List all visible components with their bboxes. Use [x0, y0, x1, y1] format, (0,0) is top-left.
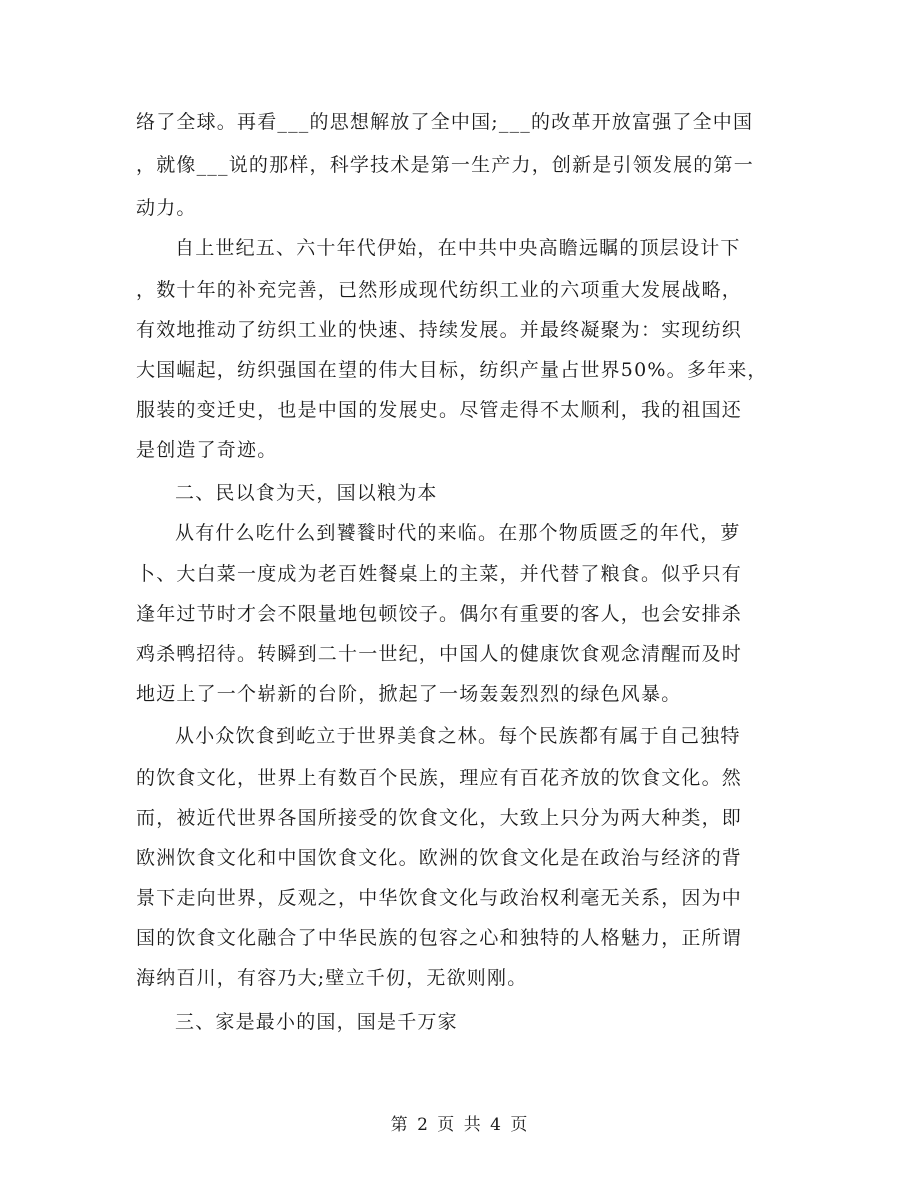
paragraph-line: 是创造了奇迹。 [136, 439, 278, 461]
paragraph-line: 大国崛起，纺织强国在望的伟大目标，纺织产量占世界50%。多年来， [136, 359, 768, 381]
paragraph-line: 有效地推动了纺织工业的快速、持续发展。并最终凝聚为：实现纺织 [136, 319, 743, 341]
section-heading: 二、民以食为天，国以粮为本 [175, 482, 438, 504]
paragraph-line: 络了全球。再看___的思想解放了全中国;___的改革开放富强了全中国 [136, 111, 754, 133]
section-heading: 三、家是最小的国，国是千万家 [175, 1011, 458, 1033]
paragraph-line: 的饮食文化，世界上有数百个民族，理应有百花齐放的饮食文化。然 [136, 767, 743, 789]
paragraph-line: 地迈上了一个崭新的台阶，掀起了一场轰轰烈烈的绿色风暴。 [136, 683, 682, 705]
paragraph-line: ，数十年的补充完善，已然形成现代纺织工业的六项重大发展战略， [136, 279, 743, 301]
paragraph-line: 欧洲饮食文化和中国饮食文化。欧洲的饮食文化是在政治与经济的背 [136, 847, 743, 869]
paragraph-line: 国的饮食文化融合了中华民族的包容之心和独特的人格魅力，正所谓 [136, 927, 743, 949]
paragraph-line: 逢年过节时才会不限量地包顿饺子。偶尔有重要的客人，也会安排杀 [136, 603, 743, 625]
paragraph-line: ，就像___说的那样，科学技术是第一生产力，创新是引领发展的第一 [136, 154, 754, 176]
paragraph-line: 服装的变迁史，也是中国的发展史。尽管走得不太顺利，我的祖国还 [136, 399, 743, 421]
paragraph-line: 从小众饮食到屹立于世界美食之林。每个民族都有属于自己独特 [175, 725, 741, 747]
paragraph-line: 从有什么吃什么到饕餮时代的来临。在那个物质匮乏的年代，萝 [175, 522, 741, 544]
page-number-footer: 第 2 页 共 4 页 [390, 1115, 530, 1135]
paragraph-line: 海纳百川，有容乃大;壁立千仞，无欲则刚。 [136, 967, 528, 989]
paragraph-line: 卜、大白菜一度成为老百姓餐桌上的主菜，并代替了粮食。似乎只有 [136, 563, 743, 585]
paragraph-line: 景下走向世界，反观之，中华饮食文化与政治权利毫无关系，因为中 [136, 887, 743, 909]
paragraph-line: 鸡杀鸭招待。转瞬到二十一世纪，中国人的健康饮食观念清醒而及时 [136, 643, 743, 665]
paragraph-line: 而，被近代世界各国所接受的饮食文化，大致上只分为两大种类，即 [136, 807, 743, 829]
paragraph-line: 动力。 [136, 197, 197, 219]
paragraph-line: 自上世纪五、六十年代伊始，在中共中央高瞻远瞩的顶层设计下 [175, 237, 741, 259]
